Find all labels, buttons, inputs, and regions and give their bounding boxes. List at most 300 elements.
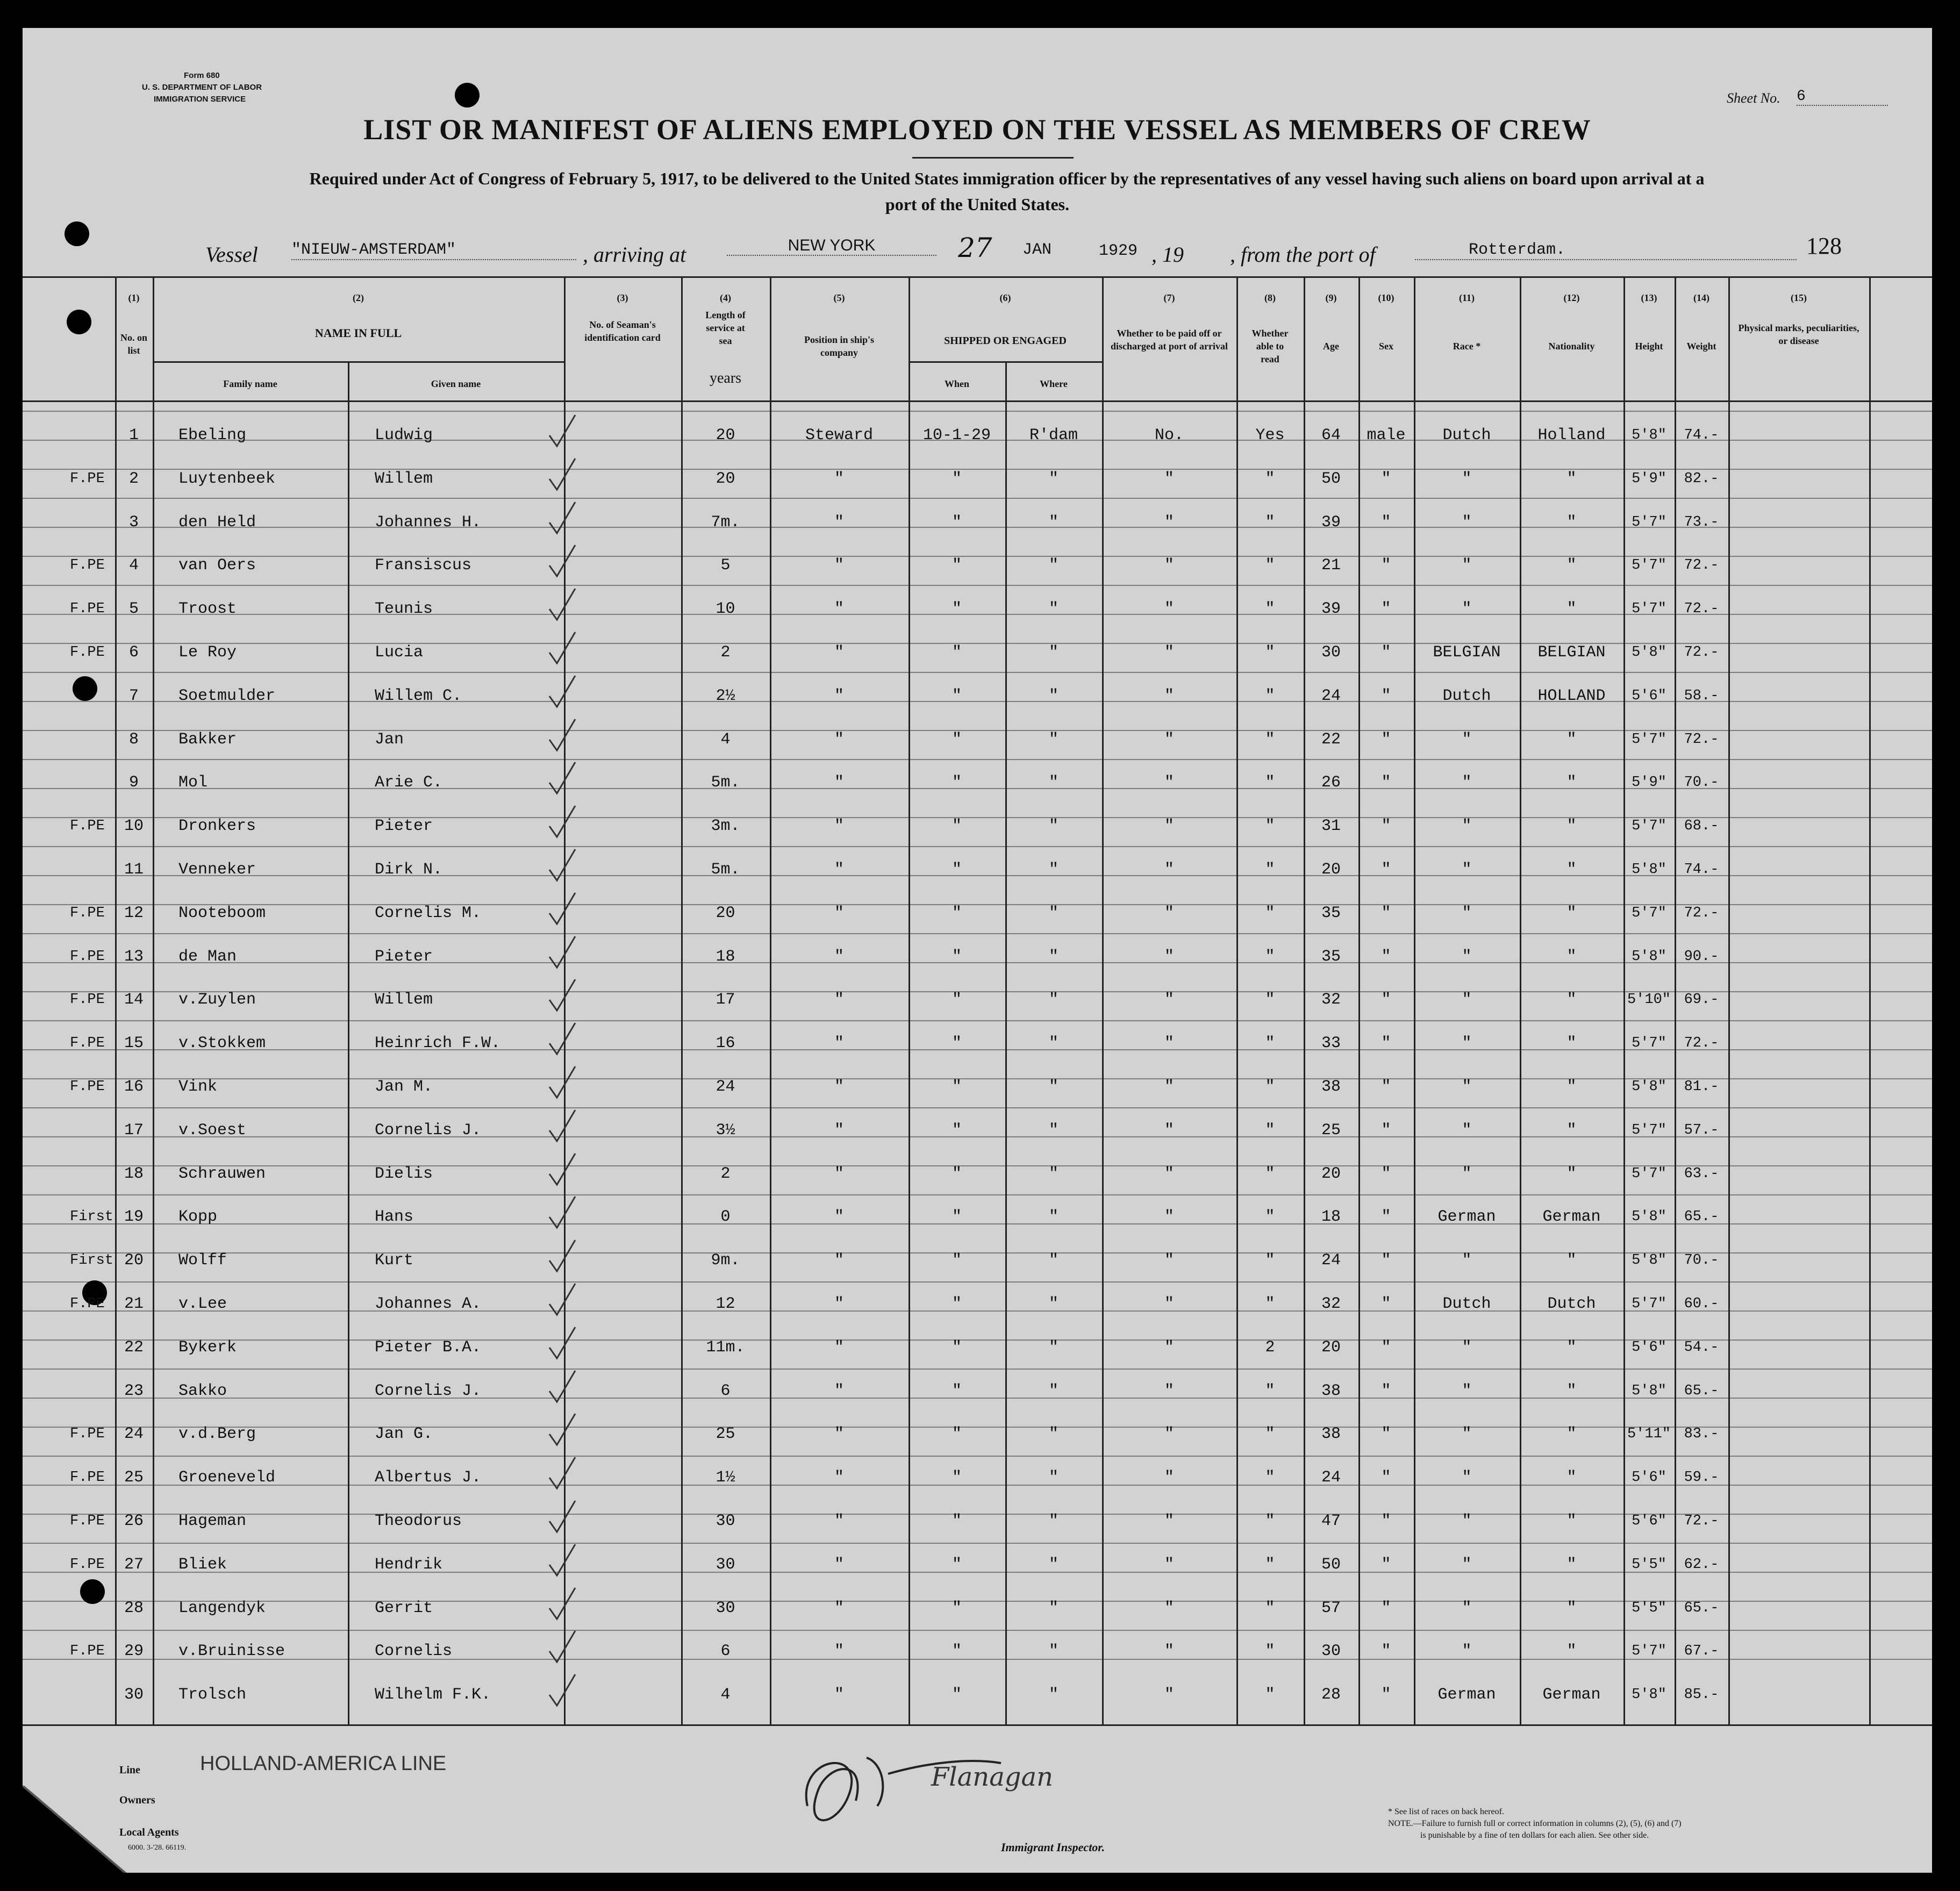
owners-label: Owners bbox=[119, 1794, 155, 1806]
punch-hole bbox=[80, 1579, 105, 1604]
cell-position: " bbox=[834, 1425, 844, 1443]
cell-position: " bbox=[834, 556, 844, 575]
cell-nat: " bbox=[1566, 948, 1577, 966]
check-mark-icon bbox=[543, 1671, 645, 1709]
cell-height: 5'8" bbox=[1632, 1383, 1666, 1399]
cell-height: 5'7" bbox=[1632, 1296, 1666, 1312]
cell-given: Johannes H. bbox=[375, 513, 482, 532]
cell-years: 5m. bbox=[711, 773, 740, 792]
cell-no: 3 bbox=[128, 513, 139, 532]
col-6a-header: When bbox=[944, 378, 969, 389]
cell-when: " bbox=[952, 687, 962, 705]
cell-when: " bbox=[952, 1382, 962, 1400]
col-2-number: (2) bbox=[353, 292, 364, 303]
cell-position: Steward bbox=[805, 426, 874, 445]
signature-text: Flanagan bbox=[931, 1762, 1054, 1792]
cell-age: 38 bbox=[1321, 1078, 1341, 1096]
ruled-line bbox=[23, 1020, 1932, 1021]
cell-given: Cornelis bbox=[375, 1642, 453, 1660]
cell-when: " bbox=[952, 773, 962, 792]
header-bottom-border bbox=[23, 400, 1932, 402]
cell-when: " bbox=[952, 948, 962, 966]
arrival-year-stamp: 1929 bbox=[1099, 242, 1138, 260]
cell-family: Bliek bbox=[178, 1556, 227, 1574]
punch-hole bbox=[65, 221, 89, 246]
check-mark-icon bbox=[543, 1063, 645, 1101]
cell-position: " bbox=[834, 643, 844, 662]
cell-paid: " bbox=[1164, 1251, 1174, 1270]
col-9-header: Age bbox=[1323, 341, 1339, 352]
cell-family: Luytenbeek bbox=[178, 470, 276, 488]
cell-no: 16 bbox=[124, 1078, 144, 1096]
check-mark-icon bbox=[543, 759, 645, 797]
arriving-port: NEW YORK bbox=[727, 237, 936, 256]
cell-weight: 57.- bbox=[1684, 1122, 1719, 1138]
cell-race: " bbox=[1462, 1425, 1472, 1443]
cell-race: " bbox=[1462, 1556, 1472, 1574]
cell-weight: 73.- bbox=[1684, 514, 1719, 531]
cell-age: 32 bbox=[1321, 991, 1341, 1009]
check-mark-icon bbox=[543, 1020, 645, 1057]
cell-years: 6 bbox=[720, 1642, 731, 1660]
cell-age: 57 bbox=[1321, 1599, 1341, 1617]
cell-nat: " bbox=[1566, 600, 1577, 618]
cell-age: 38 bbox=[1321, 1425, 1341, 1443]
cell-given: Pieter bbox=[375, 817, 433, 835]
cell-no: 17 bbox=[124, 1121, 144, 1140]
cell-age: 30 bbox=[1321, 643, 1341, 662]
cell-when: " bbox=[952, 1034, 962, 1052]
cell-when: " bbox=[952, 1425, 962, 1443]
cell-years: 30 bbox=[716, 1599, 735, 1617]
col-7-number: (7) bbox=[1163, 292, 1175, 303]
cell-race: Dutch bbox=[1442, 426, 1491, 445]
cell-no: 10 bbox=[124, 817, 144, 835]
cell-sex: " bbox=[1381, 1686, 1391, 1704]
cell-where: " bbox=[1048, 513, 1058, 532]
cell-height: 5'6" bbox=[1632, 1340, 1666, 1356]
cell-mark: F.PE bbox=[70, 992, 105, 1008]
cell-weight: 60.- bbox=[1684, 1296, 1719, 1312]
cell-sex: " bbox=[1381, 730, 1391, 749]
cell-sex: " bbox=[1381, 1642, 1391, 1660]
cell-read: " bbox=[1265, 948, 1275, 966]
ruled-line bbox=[23, 1107, 1932, 1108]
cell-weight: 83.- bbox=[1684, 1426, 1719, 1442]
cell-given: Jan bbox=[375, 730, 404, 749]
cell-given: Hans bbox=[375, 1208, 414, 1226]
vessel-label: Vessel bbox=[205, 242, 258, 267]
cell-when: " bbox=[952, 730, 962, 749]
cell-position: " bbox=[834, 730, 844, 749]
cell-given: Cornelis M. bbox=[375, 904, 482, 922]
check-mark-icon bbox=[543, 1237, 645, 1274]
cell-position: " bbox=[834, 1251, 844, 1270]
cell-given: Gerrit bbox=[375, 1599, 433, 1617]
print-code: 6000. 3-'28. 66119. bbox=[128, 1844, 187, 1852]
cell-age: 25 bbox=[1321, 1121, 1341, 1140]
check-mark-icon bbox=[543, 585, 645, 623]
cell-position: " bbox=[834, 1338, 844, 1357]
cell-weight: 72.- bbox=[1684, 1035, 1719, 1051]
cell-no: 20 bbox=[124, 1251, 144, 1270]
cell-height: 5'8" bbox=[1632, 1252, 1666, 1269]
cell-race: " bbox=[1462, 1382, 1472, 1400]
cell-sex: " bbox=[1381, 1599, 1391, 1617]
cell-age: 22 bbox=[1321, 730, 1341, 749]
from-port-label: , from the port of bbox=[1230, 242, 1376, 267]
cell-race: German bbox=[1437, 1208, 1496, 1226]
title-underline bbox=[912, 157, 1074, 159]
cell-paid: " bbox=[1164, 1469, 1174, 1487]
cell-age: 21 bbox=[1321, 556, 1341, 575]
cell-where: " bbox=[1048, 1469, 1058, 1487]
cell-age: 35 bbox=[1321, 904, 1341, 922]
cell-years: 5 bbox=[720, 556, 731, 575]
cell-height: 5'8" bbox=[1632, 862, 1666, 878]
year-label: , 19 bbox=[1151, 242, 1184, 267]
cell-read: " bbox=[1265, 904, 1275, 922]
cell-paid: " bbox=[1164, 817, 1174, 835]
cell-sex: " bbox=[1381, 1078, 1391, 1096]
cell-given: Dielis bbox=[375, 1165, 433, 1183]
cell-nat: Dutch bbox=[1547, 1295, 1596, 1313]
cell-age: 26 bbox=[1321, 773, 1341, 792]
cell-years: 2 bbox=[720, 643, 731, 662]
cell-nat: " bbox=[1566, 861, 1577, 879]
cell-height: 5'7" bbox=[1632, 1166, 1666, 1182]
check-mark-icon bbox=[543, 672, 645, 710]
cell-weight: 65.- bbox=[1684, 1383, 1719, 1399]
sheet-label: Sheet No. bbox=[1727, 90, 1780, 106]
cell-race: " bbox=[1462, 513, 1472, 532]
cell-weight: 68.- bbox=[1684, 818, 1719, 834]
cell-years: 9m. bbox=[711, 1251, 740, 1270]
cell-read: " bbox=[1265, 687, 1275, 705]
cell-years: 1½ bbox=[716, 1469, 735, 1487]
cell-nat: " bbox=[1566, 817, 1577, 835]
ruled-line bbox=[23, 1630, 1932, 1631]
cell-height: 5'7" bbox=[1632, 601, 1666, 617]
cell-paid: " bbox=[1164, 513, 1174, 532]
cell-nat: " bbox=[1566, 1599, 1577, 1617]
col-1-number: (1) bbox=[128, 292, 140, 303]
cell-given: Hendrik bbox=[375, 1556, 443, 1574]
cell-read: " bbox=[1265, 1251, 1275, 1270]
cell-sex: " bbox=[1381, 600, 1391, 618]
cell-weight: 85.- bbox=[1684, 1687, 1719, 1703]
cell-sex: " bbox=[1381, 1425, 1391, 1443]
cell-position: " bbox=[834, 991, 844, 1009]
cell-where: " bbox=[1048, 904, 1058, 922]
cell-mark: First bbox=[70, 1252, 114, 1269]
check-mark-icon bbox=[543, 1585, 645, 1622]
cell-paid: " bbox=[1164, 1208, 1174, 1226]
cell-race: " bbox=[1462, 470, 1472, 488]
cell-sex: male bbox=[1367, 426, 1406, 445]
cell-height: 5'7" bbox=[1632, 732, 1666, 748]
cell-when: " bbox=[952, 1295, 962, 1313]
cell-race: " bbox=[1462, 1469, 1472, 1487]
col-2-header: NAME IN FULL bbox=[314, 326, 402, 340]
cell-years: 30 bbox=[716, 1556, 735, 1574]
cell-sex: " bbox=[1381, 1295, 1391, 1313]
cell-position: " bbox=[834, 1121, 844, 1140]
cell-read: " bbox=[1265, 1078, 1275, 1096]
cell-weight: 59.- bbox=[1684, 1470, 1719, 1486]
cell-no: 21 bbox=[124, 1295, 144, 1313]
cell-where: R'dam bbox=[1029, 426, 1078, 445]
cell-paid: " bbox=[1164, 687, 1174, 705]
cell-race: " bbox=[1462, 1034, 1472, 1052]
cell-height: 5'6" bbox=[1632, 1513, 1666, 1529]
column-divider bbox=[1869, 276, 1871, 1725]
check-mark-icon bbox=[543, 629, 645, 667]
cell-weight: 70.- bbox=[1684, 775, 1719, 791]
ruled-line bbox=[23, 1456, 1932, 1457]
cell-nat: Holland bbox=[1537, 426, 1606, 445]
cell-when: " bbox=[952, 1599, 962, 1617]
cell-nat: " bbox=[1566, 1556, 1577, 1574]
line-label: Line bbox=[119, 1764, 140, 1776]
cell-years: 2 bbox=[720, 1165, 731, 1183]
cell-read: " bbox=[1265, 1208, 1275, 1226]
cell-years: 16 bbox=[716, 1034, 735, 1052]
cell-height: 5'8" bbox=[1632, 1687, 1666, 1703]
cell-where: " bbox=[1048, 1251, 1058, 1270]
cell-family: Le Roy bbox=[178, 643, 237, 662]
cell-sex: " bbox=[1381, 556, 1391, 575]
cell-nat: " bbox=[1566, 1338, 1577, 1357]
cell-when: " bbox=[952, 991, 962, 1009]
cell-paid: " bbox=[1164, 1078, 1174, 1096]
cell-paid: " bbox=[1164, 1165, 1174, 1183]
cell-sex: " bbox=[1381, 1034, 1391, 1052]
cell-sex: " bbox=[1381, 1208, 1391, 1226]
cell-position: " bbox=[834, 948, 844, 966]
cell-position: " bbox=[834, 1599, 844, 1617]
cell-age: 24 bbox=[1321, 687, 1341, 705]
cell-where: " bbox=[1048, 1295, 1058, 1313]
cell-race: " bbox=[1462, 1338, 1472, 1357]
cell-read: " bbox=[1265, 1121, 1275, 1140]
cell-read: " bbox=[1265, 773, 1275, 792]
cell-given: Kurt bbox=[375, 1251, 414, 1270]
cell-age: 50 bbox=[1321, 470, 1341, 488]
cell-age: 20 bbox=[1321, 1165, 1341, 1183]
cell-sex: " bbox=[1381, 643, 1391, 662]
col-9-number: (9) bbox=[1325, 292, 1337, 303]
cell-weight: 72.- bbox=[1684, 905, 1719, 921]
cell-age: 28 bbox=[1321, 1686, 1341, 1704]
cell-where: " bbox=[1048, 1165, 1058, 1183]
cell-where: " bbox=[1048, 1686, 1058, 1704]
cell-years: 4 bbox=[720, 1686, 731, 1704]
cell-weight: 74.- bbox=[1684, 427, 1719, 443]
note-line-1: NOTE.—Failure to furnish full or correct information in columns (2), (5), (6) and (7) bbox=[1388, 1819, 1682, 1828]
cell-sex: " bbox=[1381, 991, 1391, 1009]
cell-position: " bbox=[834, 1556, 844, 1574]
cell-where: " bbox=[1048, 470, 1058, 488]
cell-read: " bbox=[1265, 1165, 1275, 1183]
note-line-2: is punishable by a fine of ten dollars for each alien. See other side. bbox=[1420, 1831, 1649, 1840]
cell-paid: " bbox=[1164, 600, 1174, 618]
cell-paid: " bbox=[1164, 1556, 1174, 1574]
cell-race: Dutch bbox=[1442, 687, 1491, 705]
cell-sex: " bbox=[1381, 470, 1391, 488]
cell-nat: " bbox=[1566, 730, 1577, 749]
cell-where: " bbox=[1048, 600, 1058, 618]
check-mark-icon bbox=[543, 455, 645, 493]
cell-race: " bbox=[1462, 1642, 1472, 1660]
cell-where: " bbox=[1048, 1556, 1058, 1574]
cell-family: v.Zuylen bbox=[178, 991, 256, 1009]
cell-where: " bbox=[1048, 1034, 1058, 1052]
check-mark-icon bbox=[543, 890, 645, 927]
cell-read: " bbox=[1265, 600, 1275, 618]
col-11-number: (11) bbox=[1459, 292, 1475, 303]
cell-family: Nooteboom bbox=[178, 904, 266, 922]
cell-height: 5'9" bbox=[1632, 775, 1666, 791]
col-5-header: Position in ship's company bbox=[804, 334, 875, 358]
cell-where: " bbox=[1048, 1512, 1058, 1530]
cell-age: 38 bbox=[1321, 1382, 1341, 1400]
col-1-header: No. on list bbox=[120, 332, 147, 356]
col-10-number: (10) bbox=[1378, 292, 1394, 303]
cell-mark: F.PE bbox=[70, 644, 105, 661]
cell-family: Soetmulder bbox=[178, 687, 276, 705]
cell-no: 13 bbox=[124, 948, 144, 966]
cell-race: German bbox=[1437, 1686, 1496, 1704]
cell-race: " bbox=[1462, 600, 1472, 618]
cell-position: " bbox=[834, 904, 844, 922]
ruled-line bbox=[23, 1369, 1932, 1370]
cell-mark: F.PE bbox=[70, 471, 105, 487]
inspector-label: Immigrant Inspector. bbox=[1001, 1840, 1105, 1854]
name-subheader-border bbox=[153, 361, 564, 363]
col-3-header: No. of Seaman's identification card bbox=[584, 319, 661, 343]
cell-mark: F.PE bbox=[70, 905, 105, 921]
cell-family: v.Bruinisse bbox=[178, 1642, 285, 1660]
col-12-number: (12) bbox=[1563, 292, 1580, 303]
cell-weight: 72.- bbox=[1684, 601, 1719, 617]
table-top-border bbox=[23, 276, 1932, 278]
cell-age: 32 bbox=[1321, 1295, 1341, 1313]
cell-years: 17 bbox=[716, 991, 735, 1009]
cell-where: " bbox=[1048, 556, 1058, 575]
cell-read: " bbox=[1265, 1512, 1275, 1530]
cell-race: BELGIAN bbox=[1433, 643, 1501, 662]
cell-where: " bbox=[1048, 1382, 1058, 1400]
cell-nat: HOLLAND bbox=[1537, 687, 1606, 705]
cell-paid: " bbox=[1164, 948, 1174, 966]
cell-family: Schrauwen bbox=[178, 1165, 266, 1183]
cell-when: " bbox=[952, 600, 962, 618]
col-12-header: Nationality bbox=[1548, 341, 1595, 352]
cell-family: v.Lee bbox=[178, 1295, 227, 1313]
cell-race: Dutch bbox=[1442, 1295, 1491, 1313]
ruled-line bbox=[23, 1194, 1932, 1195]
cell-family: Bakker bbox=[178, 730, 237, 749]
check-mark-icon bbox=[543, 846, 645, 884]
cell-mark: First bbox=[70, 1209, 114, 1225]
cell-where: " bbox=[1048, 948, 1058, 966]
cell-read: " bbox=[1265, 1295, 1275, 1313]
cell-nat: German bbox=[1542, 1686, 1601, 1704]
cell-no: 2 bbox=[128, 470, 139, 488]
cell-paid: No. bbox=[1154, 426, 1184, 445]
cell-years: 20 bbox=[716, 470, 735, 488]
cell-given: Teunis bbox=[375, 600, 433, 618]
cell-nat: " bbox=[1566, 1251, 1577, 1270]
cell-years: 5m. bbox=[711, 861, 740, 879]
check-mark-icon bbox=[543, 1410, 645, 1448]
cell-height: 5'8" bbox=[1632, 1209, 1666, 1225]
cell-read: " bbox=[1265, 991, 1275, 1009]
cell-years: 3½ bbox=[716, 1121, 735, 1140]
cell-weight: 62.- bbox=[1684, 1557, 1719, 1573]
col-15-number: (15) bbox=[1791, 292, 1807, 303]
cell-family: Bykerk bbox=[178, 1338, 237, 1357]
cell-sex: " bbox=[1381, 817, 1391, 835]
cell-where: " bbox=[1048, 817, 1058, 835]
cell-weight: 65.- bbox=[1684, 1600, 1719, 1616]
cell-given: Ludwig bbox=[375, 426, 433, 445]
cell-no: 19 bbox=[124, 1208, 144, 1226]
cell-where: " bbox=[1048, 1121, 1058, 1140]
cell-weight: 72.- bbox=[1684, 557, 1719, 574]
check-mark-icon bbox=[543, 716, 645, 754]
cell-age: 18 bbox=[1321, 1208, 1341, 1226]
cell-given: Fransiscus bbox=[375, 556, 472, 575]
cell-paid: " bbox=[1164, 1512, 1174, 1530]
cell-no: 4 bbox=[128, 556, 139, 575]
cell-paid: " bbox=[1164, 773, 1174, 792]
cell-race: " bbox=[1462, 991, 1472, 1009]
cell-paid: " bbox=[1164, 643, 1174, 662]
ruled-line bbox=[23, 1281, 1932, 1283]
cell-height: 5'6" bbox=[1632, 1470, 1666, 1486]
cell-paid: " bbox=[1164, 1425, 1174, 1443]
cell-height: 5'7" bbox=[1632, 514, 1666, 531]
col-2b-header: Given name bbox=[431, 378, 481, 389]
cell-when: " bbox=[952, 1208, 962, 1226]
sheet-number: 6 bbox=[1797, 88, 1888, 106]
cell-given: Pieter B.A. bbox=[375, 1338, 482, 1357]
cell-paid: " bbox=[1164, 1295, 1174, 1313]
cell-position: " bbox=[834, 1686, 844, 1704]
cell-family: v.Stokkem bbox=[178, 1034, 266, 1052]
cell-mark: F.PE bbox=[70, 1079, 105, 1095]
arrival-month: JAN bbox=[1022, 241, 1052, 259]
cell-position: " bbox=[834, 773, 844, 792]
check-mark-icon bbox=[543, 1324, 645, 1362]
check-mark-icon bbox=[543, 1628, 645, 1665]
cell-read: " bbox=[1265, 1034, 1275, 1052]
col-13-header: Height bbox=[1635, 341, 1663, 352]
col-4-number: (4) bbox=[720, 292, 731, 303]
cell-weight: 65.- bbox=[1684, 1209, 1719, 1225]
col-13-number: (13) bbox=[1641, 292, 1657, 303]
cell-given: Jan M. bbox=[375, 1078, 433, 1096]
cell-height: 5'6" bbox=[1632, 688, 1666, 704]
check-mark-icon bbox=[543, 499, 645, 536]
cell-when: " bbox=[952, 1165, 962, 1183]
cell-years: 10 bbox=[716, 600, 735, 618]
cell-position: " bbox=[834, 1382, 844, 1400]
cell-family: Dronkers bbox=[178, 817, 256, 835]
cell-paid: " bbox=[1164, 556, 1174, 575]
